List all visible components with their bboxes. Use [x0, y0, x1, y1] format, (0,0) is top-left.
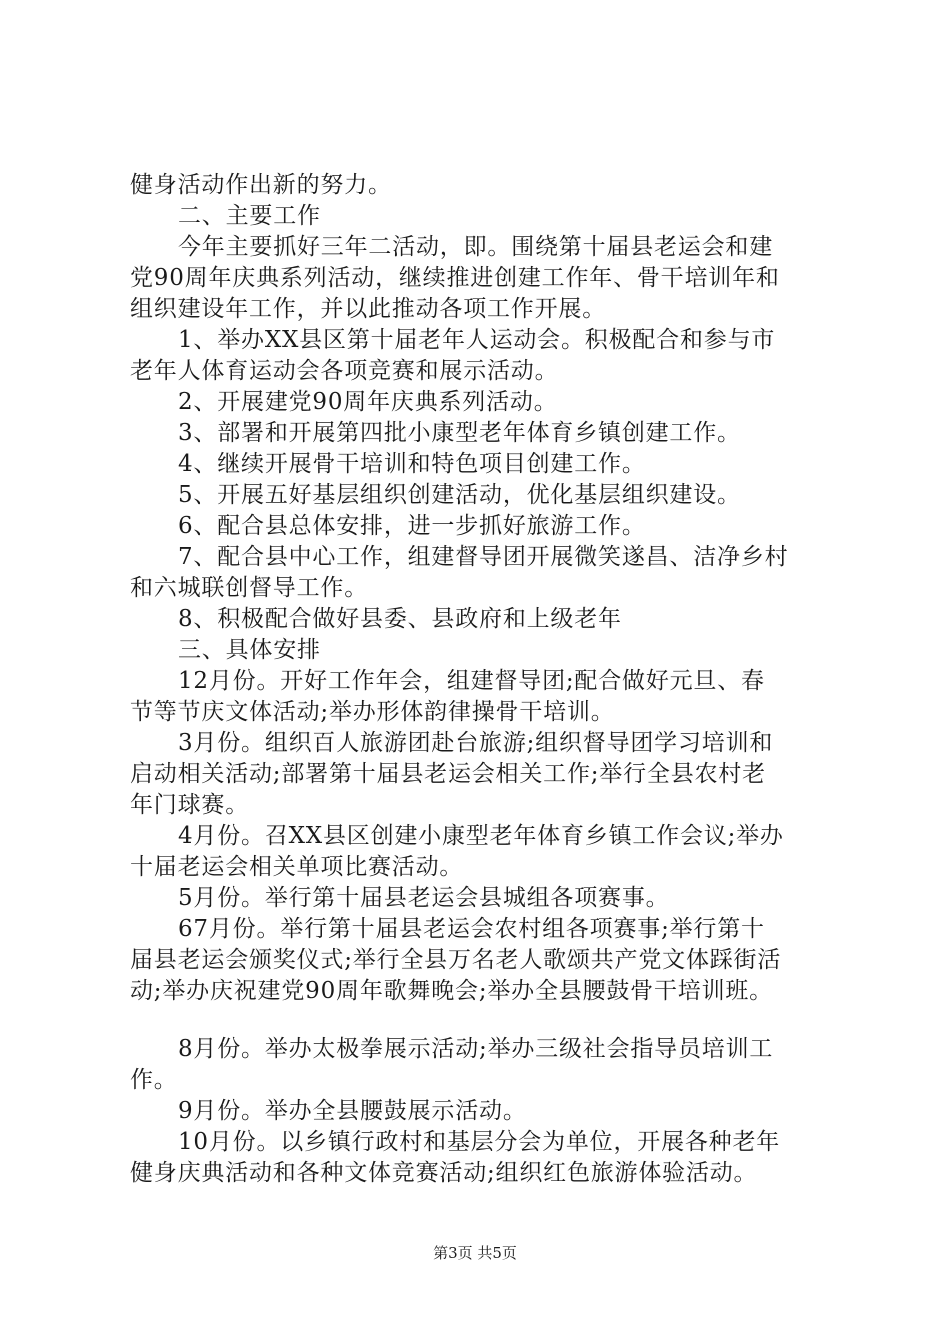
- list-item: 8、积极配合做好县委、县政府和上级老年: [178, 606, 622, 632]
- paragraph-line: 今年主要抓好三年二活动，即。围绕第十届县老运会和建: [178, 234, 773, 260]
- list-item: 4、继续开展骨干培训和特色项目创建工作。: [178, 451, 646, 477]
- list-item: 3、部署和开展第四批小康型老年体育乡镇创建工作。: [178, 420, 741, 446]
- paragraph-line: 作。: [130, 1067, 178, 1093]
- list-item: 2、开展建党90周年庆典系列活动。: [178, 389, 558, 415]
- paragraph-line: 老年人体育运动会各项竞赛和展示活动。: [130, 358, 559, 384]
- paragraph-line: 健身活动作出新的努力。: [130, 172, 392, 198]
- schedule-item: 10月份。以乡镇行政村和基层分会为单位，开展各种老年: [178, 1129, 781, 1155]
- schedule-item: 12月份。开好工作年会，组建督导团;配合做好元旦、春: [178, 668, 765, 694]
- paragraph-line: 启动相关活动;部署第十届县老运会相关工作;举行全县农村老: [130, 761, 766, 787]
- schedule-item: 9月份。举办全县腰鼓展示活动。: [178, 1098, 527, 1124]
- paragraph-line: 届县老运会颁奖仪式;举行全县万名老人歌颂共产党文体踩街活: [130, 947, 782, 973]
- schedule-item: 67月份。举行第十届县老运会农村组各项赛事;举行第十: [178, 916, 765, 942]
- paragraph-line: 组织建设年工作，并以此推动各项工作开展。: [130, 296, 606, 322]
- list-item: 1、举办XX县区第十届老年人运动会。积极配合和参与市: [178, 327, 776, 353]
- paragraph-line: 党90周年庆典系列活动，继续推进创建工作年、骨干培训年和: [130, 265, 780, 291]
- paragraph-line: 动;举办庆祝建党90周年歌舞晚会;举办全县腰鼓骨干培训班。: [130, 978, 773, 1004]
- section-heading-main-work: 二、主要工作: [178, 203, 321, 229]
- paragraph-line: 十届老运会相关单项比赛活动。: [130, 854, 464, 880]
- schedule-item: 3月份。组织百人旅游团赴台旅游;组织督导团学习培训和: [178, 730, 774, 756]
- section-heading-specific-arrangement: 三、具体安排: [178, 637, 321, 663]
- paragraph-line: 和六城联创督导工作。: [130, 575, 368, 601]
- paragraph-line: 年门球赛。: [130, 792, 249, 818]
- list-item: 6、配合县总体安排，进一步抓好旅游工作。: [178, 513, 646, 539]
- schedule-item: 8月份。举办太极拳展示活动;举办三级社会指导员培训工: [178, 1036, 774, 1062]
- schedule-item: 4月份。召XX县区创建小康型老年体育乡镇工作会议;举办: [178, 823, 784, 849]
- schedule-item: 5月份。举行第十届县老运会县城组各项赛事。: [178, 885, 670, 911]
- page-footer: 第3页 共5页: [433, 1244, 517, 1262]
- paragraph-gap: [130, 1007, 830, 1034]
- list-item: 7、配合县中心工作，组建督导团开展微笑遂昌、洁净乡村: [178, 544, 789, 570]
- paragraph-line: 健身庆典活动和各种文体竞赛活动;组织红色旅游体验活动。: [130, 1160, 758, 1186]
- paragraph-line: 节等节庆文体活动;举办形体韵律操骨干培训。: [130, 699, 615, 725]
- document-body: [130, 170, 830, 1189]
- list-item: 5、开展五好基层组织创建活动，优化基层组织建设。: [178, 482, 741, 508]
